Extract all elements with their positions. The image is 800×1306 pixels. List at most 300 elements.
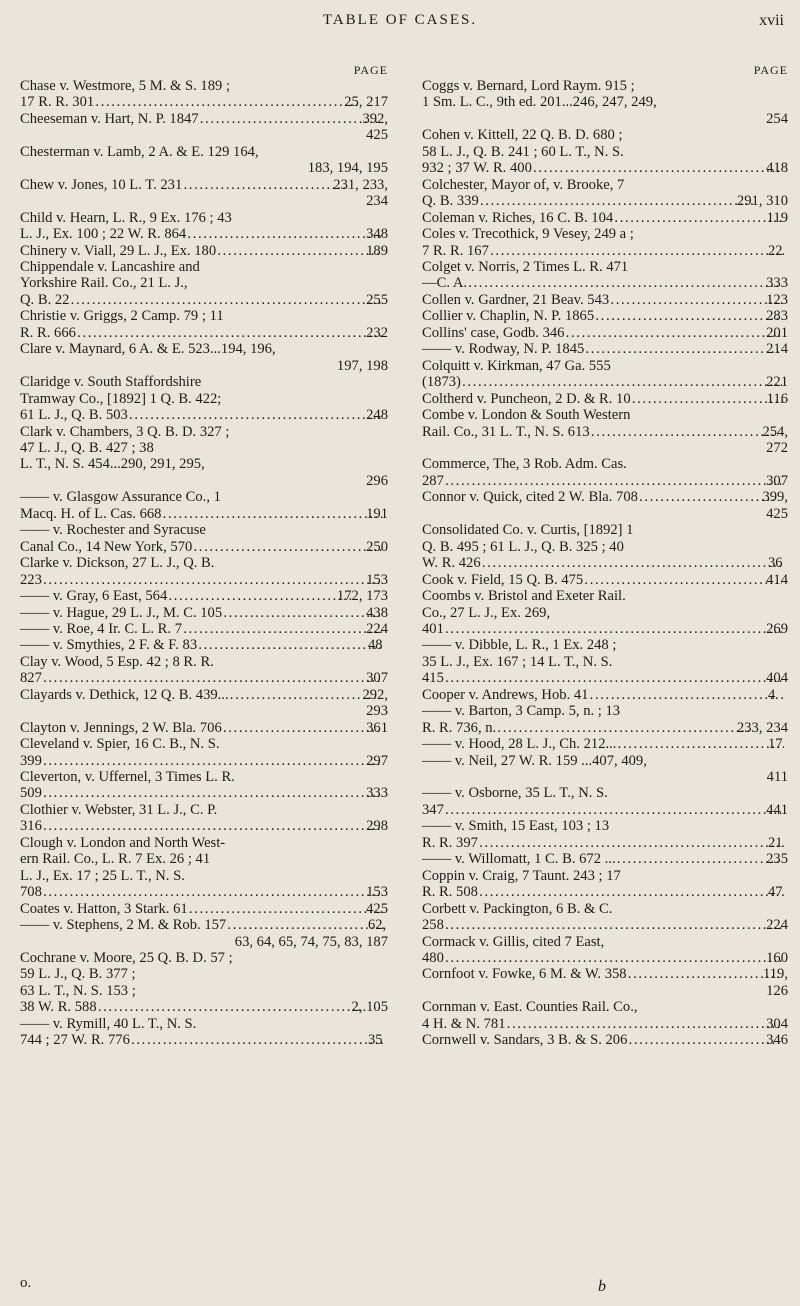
citation-line (422, 966, 788, 983)
leader-dots (631, 391, 783, 407)
citation-text: R. R. 666 (20, 324, 76, 341)
page-refs-continued: 296 (366, 472, 388, 489)
page-refs: 333 (366, 785, 388, 802)
case-entry (422, 901, 788, 934)
leader-dots (167, 588, 353, 604)
page-column-label: PAGE (753, 63, 788, 77)
page-refs-continued: 293 (366, 703, 388, 720)
case-entry (422, 851, 788, 867)
leader-dots (478, 835, 784, 851)
page-refs: 425 (366, 900, 388, 917)
page-refs: 4 (768, 686, 776, 703)
citation-text: Chesterman v. Lamb, 2 A. & E. 129 164, (20, 143, 259, 160)
leader-dots (489, 243, 784, 259)
page-refs: 283 (766, 308, 788, 325)
citation-text: Coles v. Trecothick, 9 Vesey, 249 a ; (422, 226, 634, 243)
leader-dots (583, 572, 782, 588)
page-refs: 224 (366, 620, 388, 637)
page-refs: 35 (368, 1032, 383, 1049)
citation-text: —— v. Dibble, L. R., 1 Ex. 248 ; (422, 637, 617, 654)
page-refs: 47 (768, 884, 783, 901)
citation-text: Chew v. Jones, 10 L. T. 231 (20, 176, 183, 193)
page-refs: 2, 105 (351, 999, 388, 1016)
leader-dots (222, 605, 382, 621)
page-refs: 191 (366, 505, 388, 522)
page-refs: 201 (766, 324, 788, 341)
page-refs: 333 (766, 275, 788, 292)
case-entry (20, 111, 388, 144)
citation-text: Child v. Hearn, L. R., 9 Ex. 176 ; 43 (20, 209, 232, 226)
case-entry (422, 703, 788, 736)
case-entry (20, 555, 388, 588)
leader-dots (613, 210, 782, 226)
citation-text: Q. B. 339 (422, 193, 479, 210)
leader-dots (199, 111, 379, 127)
case-entry (422, 127, 788, 176)
citation-text: —— v. Glasgow Assurance Co., 1 (20, 489, 221, 506)
citation-text: Cooper v. Andrews, Hob. 41 (422, 686, 589, 703)
case-entry (422, 572, 788, 588)
page-refs: 25, 217 (344, 94, 388, 111)
citation-text: Clay v. Wood, 5 Esp. 42 ; 8 R. R. (20, 653, 214, 670)
running-header (0, 6, 800, 32)
citation-text: Cleverton, v. Uffernel, 3 Times L. R. (20, 769, 235, 786)
citation-text: Chase v. Westmore, 5 M. & S. 189 ; (20, 78, 231, 94)
citation-text: Chinery v. Viall, 29 L. J., Ex. 180 (20, 242, 217, 259)
leader-dots (506, 1016, 783, 1032)
citation-line (20, 670, 388, 687)
case-entry (422, 753, 788, 786)
page-refs: 418 (766, 160, 788, 177)
citation-line (422, 884, 788, 901)
page-refs: 269 (766, 620, 788, 637)
case-entry (422, 259, 788, 292)
citation-line (422, 341, 788, 358)
leader-dots (186, 226, 382, 242)
page-refs: 232 (366, 324, 388, 341)
case-entry (20, 1016, 388, 1049)
citation-text: —C. A. (422, 275, 468, 292)
citation-line (20, 785, 388, 802)
citation-text: 480 (422, 950, 444, 967)
leader-dots (616, 851, 783, 867)
page-refs: 233, 234 (736, 719, 788, 736)
citation-text: Cook v. Field, 15 Q. B. 475 (422, 571, 584, 588)
leader-dots (616, 736, 784, 752)
leader-dots (97, 999, 368, 1015)
case-entry (20, 605, 388, 621)
page-refs: 231, 233, (333, 176, 388, 193)
citation-line (422, 193, 788, 210)
citation-text: 932 ; 37 W. R. 400 (422, 160, 532, 177)
leader-dots (627, 966, 779, 982)
citation-text: Connor v. Quick, cited 2 W. Bla. 708 (422, 489, 638, 506)
page-refs: 119 (766, 209, 788, 226)
leader-dots (128, 407, 382, 423)
running-title: TABLE OF CASES. (322, 12, 478, 28)
citation-line (20, 176, 388, 193)
citation-text: —— v. Gray, 6 East, 564 (20, 588, 168, 605)
citation-text: —— v. Smythies, 2 F. & F. 83 (20, 637, 198, 654)
citation-line (422, 670, 788, 687)
citation-text: 63 L. T., N. S. 153 ; (20, 982, 136, 999)
signature-mark-right: b (598, 1278, 606, 1295)
citation-text: —— v. Hood, 28 L. J., Ch. 212... (422, 736, 617, 753)
case-entry (422, 687, 788, 703)
case-entry (422, 308, 788, 324)
citation-text: Canal Co., 14 New York, 570 (20, 538, 193, 555)
citation-line (20, 884, 388, 901)
citation-text: 316 (20, 818, 42, 835)
leader-dots (188, 901, 382, 917)
citation-line (422, 209, 788, 226)
citation-text: 258 (422, 917, 444, 934)
case-entry (422, 999, 788, 1032)
citation-text: Combe v. London & South Western (422, 407, 631, 424)
citation-line (422, 489, 788, 506)
citation-text: —— v. Rochester and Syracuse (20, 522, 206, 539)
citation-text: Coggs v. Bernard, Lord Raym. 915 ; (422, 78, 635, 94)
case-entry (20, 424, 388, 490)
citation-text: —— v. Barton, 3 Camp. 5, n. ; 13 (422, 703, 621, 720)
citation-text: Clayton v. Jennings, 2 W. Bla. 706 (20, 719, 222, 736)
citation-line (422, 719, 788, 736)
case-entry (422, 407, 788, 456)
citation-line (422, 1015, 788, 1032)
page-refs: 153 (366, 571, 388, 588)
citation-line (422, 834, 788, 851)
leader-dots (69, 292, 382, 308)
citation-text: Coombs v. Bristol and Exeter Rail. (422, 588, 626, 605)
citation-line (422, 801, 788, 818)
leader-dots (584, 341, 782, 357)
page-refs: 438 (366, 604, 388, 621)
citation-line (20, 571, 388, 588)
page-refs: 119, (763, 966, 788, 983)
case-entry (422, 456, 788, 489)
page-refs: 414 (766, 571, 788, 588)
page-refs-continued: 197, 198 (336, 357, 388, 374)
case-entry (422, 818, 788, 851)
citation-line (20, 686, 388, 703)
citation-text: 7 R. R. 167 (422, 242, 489, 259)
right-column (422, 62, 788, 1049)
citation-line (422, 374, 788, 391)
citation-text: 59 L. J., Q. B. 377 ; (20, 966, 136, 983)
citation-line (20, 818, 388, 835)
page-refs: 441 (766, 801, 788, 818)
citation-text: 401 (422, 620, 444, 637)
citation-line (422, 242, 788, 259)
case-entries (422, 78, 788, 1049)
page-refs: 48 (368, 637, 383, 654)
citation-line (422, 571, 788, 588)
page-refs: 21 (768, 834, 783, 851)
citation-text: —— v. Neil, 27 W. R. 159 ...407, 409, (422, 752, 647, 769)
leader-dots (130, 1032, 384, 1048)
leader-dots (479, 193, 753, 209)
case-entry (20, 144, 388, 177)
case-entry (422, 1032, 788, 1048)
citation-text: Coltherd v. Puncheon, 2 D. & R. 10 (422, 390, 631, 407)
citation-line (20, 291, 388, 308)
citation-text: Q. B. 22 (20, 291, 70, 308)
citation-text: W. R. 426 (422, 555, 481, 572)
citation-text: 509 (20, 785, 42, 802)
citation-text: —— v. Willomatt, 1 C. B. 672 ... (422, 851, 616, 868)
citation-text: Coleman v. Riches, 16 C. B. 104 (422, 209, 614, 226)
citation-text: 399 (20, 752, 42, 769)
citation-text: Consolidated Co. v. Curtis, [1892] 1 (422, 522, 634, 539)
citation-text: 223 (20, 571, 42, 588)
leader-dots (627, 1032, 782, 1048)
leader-dots (161, 506, 382, 522)
citation-line (422, 472, 788, 489)
leader-dots (594, 308, 782, 324)
citation-text: 708 (20, 884, 42, 901)
page-refs: 17 (768, 736, 783, 753)
citation-text: ern Rail. Co., L. R. 7 Ex. 26 ; 41 (20, 851, 211, 868)
leader-dots (481, 555, 784, 571)
case-entry (20, 769, 388, 802)
citation-text: Colchester, Mayor of, v. Brooke, 7 (422, 176, 625, 193)
case-entry (20, 621, 388, 637)
citation-text: Macq. H. of L. Cas. 668 (20, 505, 162, 522)
case-entry (20, 243, 388, 259)
citation-text: Cleveland v. Spier, 16 C. B., N. S. (20, 736, 220, 753)
citation-text: Collier v. Chaplin, N. P. 1865 (422, 308, 595, 325)
page-refs: 123 (766, 291, 788, 308)
page-refs-continued: 411 (766, 769, 788, 786)
citation-text: 17 R. R. 301 (20, 94, 95, 111)
citation-text: —— v. Roe, 4 Ir. C. L. R. 7 (20, 620, 183, 637)
case-entry (20, 901, 388, 917)
citation-text: Clark v. Chambers, 3 Q. B. D. 327 ; (20, 423, 230, 440)
case-entry (20, 917, 388, 950)
page-refs-continued: 183, 194, 195 (307, 160, 388, 177)
case-entry (422, 785, 788, 818)
case-entry (422, 522, 788, 571)
citation-line (20, 900, 388, 917)
page-refs-continued: 425 (766, 505, 788, 522)
leader-dots (182, 621, 382, 637)
citation-text: Clothier v. Webster, 31 L. J., C. P. (20, 801, 218, 818)
citation-text: Coates v. Hatton, 3 Stark. 61 (20, 900, 188, 917)
page-refs: 36 (768, 555, 783, 572)
citation-line (20, 324, 388, 341)
case-entry (422, 489, 788, 522)
case-entry (20, 489, 388, 522)
citation-text: Q. B. 495 ; 61 L. J., Q. B. 325 ; 40 (422, 538, 624, 555)
case-entry (20, 588, 388, 604)
page-refs: 404 (766, 670, 788, 687)
citation-line (422, 736, 788, 753)
citation-line (20, 620, 388, 637)
citation-text: 415 (422, 670, 444, 687)
citation-text: (1873) (422, 374, 461, 391)
citation-text: 4 H. & N. 781 (422, 1015, 506, 1032)
citation-line (20, 752, 388, 769)
leader-dots (461, 374, 782, 390)
citation-text: 744 ; 27 W. R. 776 (20, 1032, 130, 1049)
page-refs-continued: 234 (366, 193, 388, 210)
case-entry (20, 802, 388, 835)
leader-dots (222, 720, 382, 736)
citation-text: R. R. 397 (422, 834, 478, 851)
citation-text: Colquitt v. Kirkman, 47 Ga. 555 (422, 357, 611, 374)
page-refs: 172, 173 (336, 588, 388, 605)
citation-line (20, 604, 388, 621)
page-refs: 304 (766, 1015, 788, 1032)
leader-dots (226, 917, 384, 933)
citation-line (422, 308, 788, 325)
page-refs: 392, (362, 110, 388, 127)
citation-text: Cormack v. Gillis, cited 7 East, (422, 933, 605, 950)
citation-line (20, 719, 388, 736)
citation-line (422, 950, 788, 967)
page-refs-continued: 272 (766, 439, 788, 456)
citation-text: —— v. Osborne, 35 L. T., N. S. (422, 785, 608, 802)
citation-text: Corbett v. Packington, 6 B. & C. (422, 900, 613, 917)
leader-dots (467, 275, 782, 291)
leader-dots (564, 325, 782, 341)
citation-text: Cheeseman v. Hart, N. P. 1847 (20, 110, 199, 127)
page-refs: 235 (766, 851, 788, 868)
leader-dots (478, 884, 784, 900)
leader-dots (588, 687, 784, 703)
citation-text: Clough v. London and North West- (20, 834, 226, 851)
page-refs: 348 (366, 226, 388, 243)
case-entry (20, 950, 388, 1016)
page-refs: 250 (366, 538, 388, 555)
citation-text: R. R. 508 (422, 884, 478, 901)
citation-text: —— v. Smith, 15 East, 103 ; 13 (422, 818, 610, 835)
page-refs-continued: 63, 64, 65, 74, 75, 83, 187 (234, 933, 388, 950)
citation-text: Clayards v. Dethick, 12 Q. B. 439... (20, 686, 229, 703)
case-entry (20, 341, 388, 374)
citation-line (20, 407, 388, 424)
citation-text: Clarke v. Dickson, 27 L. J., Q. B. (20, 555, 215, 572)
citation-line (422, 160, 788, 177)
citation-line (20, 505, 388, 522)
case-entry (422, 210, 788, 226)
leader-dots (229, 687, 379, 703)
citation-line (422, 324, 788, 341)
case-entry (20, 687, 388, 720)
leader-dots (216, 243, 382, 259)
citation-line (422, 917, 788, 934)
case-entry (20, 308, 388, 341)
citation-text: 35 L. J., Ex. 167 ; 14 L. T., N. S. (422, 653, 613, 670)
case-entry (20, 210, 388, 243)
case-entry (422, 868, 788, 901)
citation-text: 827 (20, 670, 42, 687)
case-entry (422, 325, 788, 341)
citation-line (20, 917, 388, 934)
citation-text: Co., 27 L. J., Ex. 269, (422, 604, 551, 621)
leader-dots (192, 539, 382, 555)
citation-text: Yorkshire Rail. Co., 21 L. J., (20, 275, 188, 292)
citation-text: L. J., Ex. 100 ; 22 W. R. 864 (20, 226, 187, 243)
case-entry (422, 226, 788, 259)
page-refs: 153 (366, 884, 388, 901)
signature-mark-left: o. (20, 1275, 32, 1291)
citation-line (422, 686, 788, 703)
page-refs: 22 (768, 242, 783, 259)
citation-text: 38 W. R. 588 (20, 999, 97, 1016)
leader-dots (638, 489, 779, 505)
page-refs-continued: 425 (366, 127, 388, 144)
citation-text: —— v. Hague, 29 L. J., M. C. 105 (20, 604, 223, 621)
citation-text: Christie v. Griggs, 2 Camp. 79 ; 11 (20, 308, 224, 325)
citation-text: Cornwell v. Sandars, 3 B. & S. 206 (422, 1032, 628, 1049)
citation-line (422, 275, 788, 292)
page-refs: 224 (766, 917, 788, 934)
case-entry (422, 966, 788, 999)
citation-line (422, 851, 788, 868)
leader-dots (609, 292, 782, 308)
case-entries (20, 78, 388, 1049)
citation-text: Cornfoot v. Fowke, 6 M. & W. 358 (422, 966, 627, 983)
citation-text: 61 L. J., Q. B. 503 (20, 407, 128, 424)
citation-text: —— v. Rodway, N. P. 1845 (422, 341, 585, 358)
citation-text: —— v. Stephens, 2 M. & Rob. 157 (20, 917, 227, 934)
page-refs: 291, 310 (736, 193, 788, 210)
leader-dots (76, 325, 382, 341)
case-entry (422, 78, 788, 127)
case-entry (20, 654, 388, 687)
citation-text: Rail. Co., 31 L. T., N. S. 613 (422, 423, 590, 440)
citation-text: 47 L. J., Q. B. 427 ; 38 (20, 439, 154, 456)
page-refs: 307 (766, 472, 788, 489)
citation-text: Chippendale v. Lancashire and (20, 258, 200, 275)
case-entry (20, 736, 388, 769)
page-refs: 189 (366, 242, 388, 259)
citation-line (20, 242, 388, 259)
citation-line (422, 423, 788, 440)
citation-text: Claridge v. South Staffordshire (20, 374, 202, 391)
citation-text: Coppin v. Craig, 7 Taunt. 243 ; 17 (422, 867, 621, 884)
citation-text: 58 L. J., Q. B. 241 ; 60 L. T., N. S. (422, 143, 624, 160)
citation-line (20, 588, 388, 605)
page-refs-continued: 254 (766, 110, 788, 127)
citation-line (422, 555, 788, 572)
citation-line (422, 620, 788, 637)
citation-text: R. R. 736, n. (422, 719, 497, 736)
citation-line (20, 94, 388, 111)
citation-text: Cohen v. Kittell, 22 Q. B. D. 680 ; (422, 127, 623, 144)
case-entry (422, 391, 788, 407)
page-refs: 255 (366, 291, 388, 308)
page-refs: 297 (366, 752, 388, 769)
left-column (20, 62, 388, 1049)
page-refs: 361 (366, 719, 388, 736)
citation-text: —— v. Rymill, 40 L. T., N. S. (20, 1015, 197, 1032)
case-entry (20, 177, 388, 210)
citation-line (20, 538, 388, 555)
page-refs: 221 (766, 374, 788, 391)
page-refs: 116 (766, 390, 788, 407)
citation-text: Collen v. Gardner, 21 Beav. 543 (422, 291, 610, 308)
leader-dots (182, 177, 349, 193)
citation-line (20, 999, 388, 1016)
citation-text: Commerce, The, 3 Rob. Adm. Cas. (422, 456, 627, 473)
page-refs: 399, (762, 489, 788, 506)
citation-line (422, 390, 788, 407)
leader-dots (590, 424, 779, 440)
case-entry (422, 588, 788, 637)
citation-text: Clare v. Maynard, 6 A. & E. 523...194, 196, (20, 341, 276, 358)
